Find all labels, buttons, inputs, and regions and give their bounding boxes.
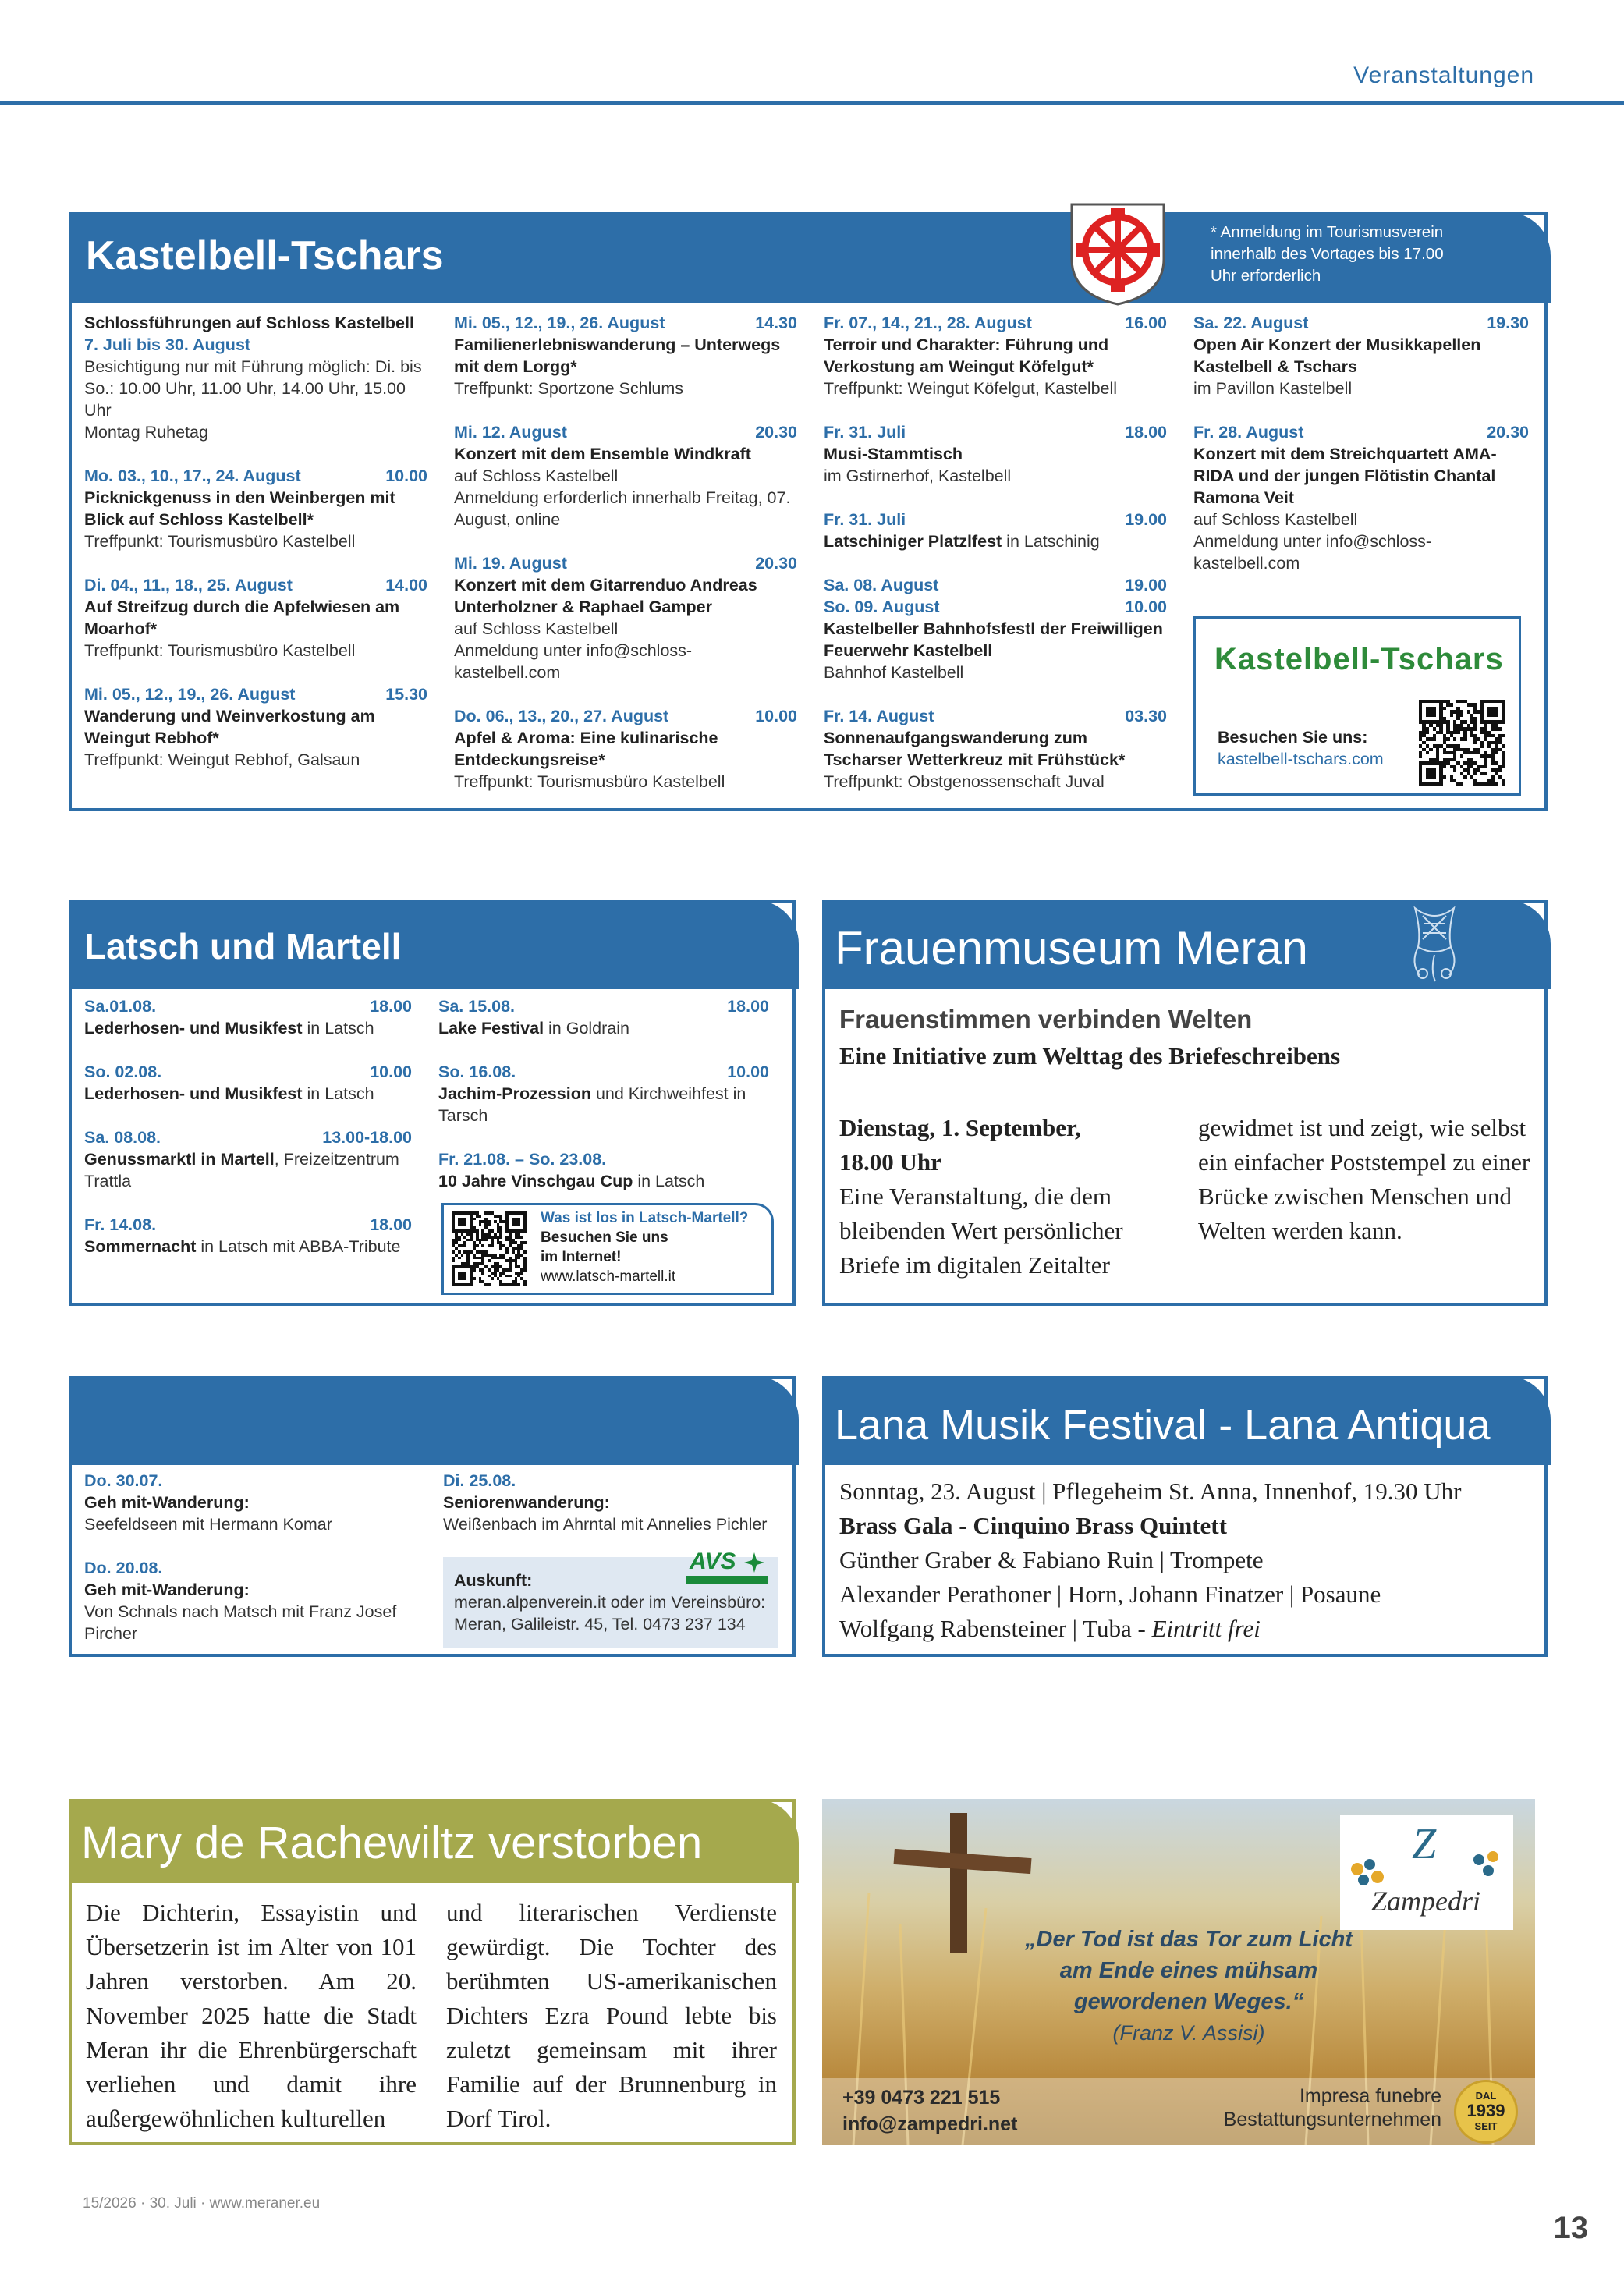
kastelbell-url[interactable]: kastelbell-tschars.com — [1218, 750, 1384, 768]
event-info: Besichtigung nur mit Führung möglich: Di. bis So.: 10.00 Uhr, 11.00 Uhr, 14.00 Uhr, 15.00 Uhr — [84, 357, 422, 420]
event-item — [454, 552, 797, 683]
event-item — [824, 421, 1167, 487]
logo-monogram-icon: Z — [1412, 1820, 1437, 1868]
event-info: auf Schloss Kastelbell — [454, 619, 619, 638]
page-number: 13 — [1553, 2211, 1588, 2245]
event-date: Fr. 31. Juli — [824, 423, 906, 442]
event-info: auf Schloss Kastelbell — [1193, 510, 1358, 529]
frauen-lead: Eine Initiative zum Welttag des Briefeschreibens — [839, 1042, 1341, 1070]
event-date: Do. 20.08. — [84, 1559, 163, 1577]
event-info: in Latsch — [633, 1172, 705, 1190]
event-info: Treffpunkt: Weingut Köfelgut, Kastelbell — [824, 379, 1118, 398]
event-time: 10.00 — [727, 1062, 769, 1081]
event-title: Familienerlebniswanderung – Unterwegs mit dem Lorgg* — [454, 335, 781, 376]
latsch-promo — [441, 1203, 774, 1295]
event-date: Fr. 31. Juli — [824, 510, 906, 529]
event-time: 14.30 — [755, 314, 797, 332]
latsch-title: Latsch und Martell — [84, 926, 402, 967]
event-date: Fr. 07., 14., 21., 28. August — [824, 314, 1032, 332]
event-info: in Latsch — [302, 1019, 374, 1038]
event-title: Auf Streifzug durch die Apfelwiesen am Moarhof* — [84, 598, 400, 638]
event-date: Fr. 21.08. – So. 23.08. — [438, 1150, 607, 1169]
frauen-subtitle: Frauenstimmen verbinden Welten — [839, 1005, 1253, 1034]
event-title: Geh mit-Wanderung: — [84, 1580, 250, 1599]
event-date: Fr. 14.08. — [84, 1215, 157, 1234]
avs-logo-text: AVS — [690, 1548, 736, 1574]
frauen-col-1 — [839, 1111, 1175, 1282]
event-time: 19.30 — [1487, 314, 1529, 332]
kastelbell-box — [69, 212, 1548, 811]
event-date: Fr. 14. August — [824, 707, 934, 725]
event-item — [84, 574, 427, 662]
frauen-col-2 — [1198, 1111, 1534, 1248]
lana-line: Sonntag, 23. August | Pflegeheim St. Anna, Innenhof, 19.30 Uhr — [839, 1478, 1462, 1505]
ad-quote — [955, 1924, 1423, 2049]
lana-title: Lana Musik Festival - Lana Antiqua — [835, 1402, 1491, 1449]
event-info: Montag Ruhetag — [84, 423, 208, 442]
event-info: Von Schnals nach Matsch mit Franz Josef Pircher — [84, 1602, 397, 1643]
event-title: Lake Festival — [438, 1019, 544, 1038]
kastelbell-title: Kastelbell-Tschars — [86, 233, 444, 278]
event-info: Anmeldung erforderlich innerhalb Freitag, 07. August, online — [454, 488, 791, 529]
event-info: Bahnhof Kastelbell — [824, 663, 964, 682]
event-title: Genussmarktl in Martell — [84, 1150, 275, 1169]
event-title: Schlossführungen auf Schloss Kastelbell — [84, 314, 414, 332]
event-time: 18.00 — [370, 1215, 412, 1234]
event-time: 14.00 — [385, 576, 427, 594]
coat-of-arms-icon — [1066, 197, 1170, 306]
flower-icon — [1470, 1849, 1505, 1880]
event-date: Sa. 22. August — [1193, 314, 1309, 332]
flower-icon — [1346, 1854, 1393, 1893]
event-date: Mo. 03., 10., 17., 24. August — [84, 466, 301, 485]
event-date: Do. 06., 13., 20., 27. August — [454, 707, 669, 725]
event-time: 18.00 — [370, 997, 412, 1016]
event-item — [84, 1557, 412, 1644]
event-item — [824, 509, 1167, 552]
event-title: Geh mit-Wanderung: — [84, 1493, 250, 1512]
footer-issue: 15/2026 · 30. Juli · www.meraner.eu — [83, 2195, 321, 2212]
event-item — [84, 995, 412, 1039]
event-date: Do. 30.07. — [84, 1471, 163, 1490]
latsch-col-2 — [438, 995, 769, 1214]
mary-col-2: und literarischen Verdienste gewürdigt. Die Tochter des berühmten US-amerikanischen Dichters Ezra Pound lebte bis zuletzt gemeinsam mit ihrer Familie auf der Brunnenburg in Dorf Tirol. — [446, 1899, 777, 2132]
latsch-title-bar — [69, 900, 799, 989]
event-item — [84, 1126, 412, 1192]
event-title: Sommernacht — [84, 1237, 197, 1256]
avs-title-bar — [69, 1376, 799, 1465]
event-item — [443, 1470, 778, 1535]
kastelbell-col-4 — [1193, 312, 1529, 596]
section-label: Veranstaltungen — [1353, 62, 1534, 88]
event-date: So. 02.08. — [84, 1062, 162, 1081]
info-label: Auskunft: — [454, 1571, 533, 1590]
event-item — [84, 465, 427, 552]
avs-col-2 — [443, 1470, 778, 1557]
event-item — [824, 705, 1167, 793]
event-date: Di. 25.08. — [443, 1471, 516, 1490]
event-title: Seniorenwanderung: — [443, 1493, 610, 1512]
kastelbell-col-3 — [824, 312, 1167, 814]
event-item — [84, 1214, 412, 1258]
event-info: Treffpunkt: Obstgenossenschaft Juval — [824, 772, 1105, 791]
latsch-col-1 — [84, 995, 412, 1279]
event-title: Picknickgenuss in den Weinbergen mit Blick auf Schloss Kastelbell* — [84, 488, 395, 529]
avs-col-1 — [84, 1470, 412, 1666]
mary-box — [69, 1799, 796, 2145]
lana-title-bar — [822, 1376, 1551, 1465]
ad-email[interactable]: info@zampedri.net — [842, 2113, 1018, 2135]
event-info: Treffpunkt: Tourismusbüro Kastelbell — [454, 772, 725, 791]
event-item — [84, 312, 427, 443]
mary-title-bar — [69, 1799, 799, 1883]
promo-line: Besuchen Sie uns — [541, 1229, 668, 1246]
event-info: Treffpunkt: Tourismusbüro Kastelbell — [84, 641, 356, 660]
frauenmuseum-title: Frauenmuseum Meran — [835, 922, 1308, 974]
lana-text — [839, 1474, 1462, 1646]
event-time: 20.30 — [755, 554, 797, 573]
seal-text: DAL — [1475, 2090, 1497, 2102]
registration-note: * Anmeldung im Tourismusverein innerhalb des Vortages bis 17.00 Uhr erforderlich — [1211, 223, 1444, 285]
event-title: Musi-Stammtisch — [824, 445, 963, 463]
lana-box — [822, 1376, 1548, 1657]
event-info: in Latsch mit ABBA-Tribute — [196, 1237, 401, 1256]
event-title: Latschiniger Platzlfest — [824, 532, 1002, 551]
qr-code-icon — [452, 1211, 527, 1286]
event-time: 20.30 — [755, 423, 797, 442]
event-time: 18.00 — [1125, 423, 1167, 442]
event-info: Seefeldseen mit Hermann Komar — [84, 1515, 332, 1534]
event-title: Wanderung und Weinverkostung am Weingut Rebhof* — [84, 707, 375, 747]
visit-label: Besuchen Sie uns: — [1218, 728, 1368, 747]
event-item — [438, 1148, 769, 1192]
ad-type — [1224, 2084, 1441, 2131]
event-info: und Kirchweihfest in Tarsch — [438, 1084, 746, 1125]
event-item — [84, 683, 427, 771]
seal-text: SEIT — [1474, 2120, 1498, 2132]
corset-icon — [1399, 900, 1470, 983]
event-time: 15.30 — [385, 685, 427, 704]
quote-line: „Der Tod ist das Tor zum Licht — [1025, 1927, 1353, 1952]
lana-line: Alexander Perathoner | Horn, Johann Finatzer | Posaune — [839, 1580, 1381, 1608]
event-date: Sa. 08. August — [824, 576, 939, 594]
event-item — [1193, 312, 1529, 399]
event-info: Treffpunkt: Sportzone Schlums — [454, 379, 683, 398]
zampedri-ad — [822, 1799, 1535, 2145]
event-date: 7. Juli bis 30. August — [84, 335, 251, 354]
mary-title: Mary de Rachewiltz verstorben — [81, 1818, 703, 1868]
avs-box — [69, 1376, 796, 1657]
event-date: Di. 04., 11., 18., 25. August — [84, 576, 293, 594]
latsch-promo-text — [541, 1208, 748, 1286]
quote-line: gewordenen Weges.“ — [1073, 1989, 1304, 2014]
event-date: So. 16.08. — [438, 1062, 516, 1081]
kastelbell-promo — [1193, 616, 1521, 796]
lana-free-entry: Eintritt frei — [1151, 1615, 1261, 1642]
ad-contact — [842, 2084, 1017, 2137]
frauenmuseum-box — [822, 900, 1548, 1306]
event-info: auf Schloss Kastelbell — [454, 466, 619, 485]
quote-line: am Ende eines mühsam — [1059, 1958, 1318, 1983]
ad-type-line: Impresa funebre — [1299, 2085, 1441, 2107]
event-item — [824, 574, 1167, 683]
event-time: 19.00 — [1125, 576, 1167, 594]
lana-line: Wolfgang Rabensteiner | Tuba - — [839, 1615, 1152, 1642]
zampedri-logo — [1340, 1815, 1513, 1930]
event-title: Open Air Konzert der Musikkapellen Kastelbell & Tschars — [1193, 335, 1481, 376]
event-time: 10.00 — [755, 707, 797, 725]
seal-icon — [1454, 2080, 1518, 2144]
event-item — [1193, 421, 1529, 574]
event-date: Mi. 05., 12., 19., 26. August — [84, 685, 296, 704]
event-title: Konzert mit dem Ensemble Windkraft — [454, 445, 751, 463]
event-item — [454, 705, 797, 793]
kastelbell-col-2 — [454, 312, 797, 814]
event-title: Sonnenaufgangswanderung zum Tscharser Wetterkreuz mit Frühstück* — [824, 729, 1126, 769]
event-time: 18.00 Uhr — [839, 1148, 941, 1176]
event-info: im Pavillon Kastelbell — [1193, 379, 1353, 398]
event-item — [84, 1470, 412, 1535]
event-date: Sa. 15.08. — [438, 997, 516, 1016]
event-item — [438, 995, 769, 1039]
event-title: Lederhosen- und Musikfest — [84, 1019, 303, 1038]
header-rule — [0, 101, 1624, 105]
lana-line: Günther Graber & Fabiano Ruin | Trompete — [839, 1546, 1264, 1573]
mary-col-1: Die Dichterin, Essayistin und Übersetzerin ist im Alter von 101 Jahren verstorben. Am 20. November 2025 hatte die Stadt Meran ihr die Ehrenbürgerschaft verliehen und damit ihre außergewöhnlichen kulturellen — [86, 1899, 417, 2132]
event-info: Weißenbach im Ahrntal mit Annelies Pichler — [443, 1515, 768, 1534]
seal-year: 1939 — [1466, 2101, 1505, 2120]
event-info: im Gstirnerhof, Kastelbell — [824, 466, 1012, 485]
event-date: So. 09. August — [824, 598, 940, 616]
qr-code-icon — [1419, 700, 1505, 786]
event-time: 20.30 — [1487, 423, 1529, 442]
event-item — [824, 312, 1167, 399]
kastelbell-col-1 — [84, 312, 427, 793]
event-item — [454, 421, 797, 530]
event-item — [438, 1061, 769, 1126]
event-title: Konzert mit dem Gitarrenduo Andreas Unterholzner & Raphael Gamper — [454, 576, 757, 616]
event-time: 10.00 — [370, 1062, 412, 1081]
event-date: Mi. 19. August — [454, 554, 567, 573]
kastelbell-logo: Kastelbell-Tschars — [1214, 642, 1504, 676]
event-time: 18.00 — [727, 997, 769, 1016]
event-info: Anmeldung unter info@schloss-kastelbell.com — [1193, 532, 1432, 573]
event-info: Treffpunkt: Tourismusbüro Kastelbell — [84, 532, 356, 551]
latsch-box — [69, 900, 796, 1306]
event-info: Anmeldung unter info@schloss-kastelbell.com — [454, 641, 693, 682]
event-time: 13.00-18.00 — [322, 1128, 412, 1147]
event-item — [454, 312, 797, 399]
event-time: 10.00 — [1125, 598, 1167, 616]
zampedri-brand: Zampedri — [1371, 1885, 1481, 1917]
event-date: Mi. 12. August — [454, 423, 567, 442]
event-time: 10.00 — [385, 466, 427, 485]
frauen-body: gewidmet ist und zeigt, wie selbst ein einfacher Poststempel zu einer Brücke zwischen Menschen und Welten werden kann. — [1198, 1114, 1530, 1244]
event-title: Apfel & Aroma: Eine kulinarische Entdeckungsreise* — [454, 729, 718, 769]
ad-phone[interactable]: +39 0473 221 515 — [842, 2087, 1001, 2109]
info-text: meran.alpenverein.it oder im Vereinsbüro: Meran, Galileistr. 45, Tel. 0473 237 134 — [454, 1593, 766, 1634]
avs-logo-icon — [686, 1548, 769, 1587]
event-title: 10 Jahre Vinschgau Cup — [438, 1172, 633, 1190]
quote-author: (Franz V. Assisi) — [1112, 2021, 1265, 2045]
event-date: Dienstag, 1. September, — [839, 1114, 1081, 1141]
event-date: Fr. 28. August — [1193, 423, 1304, 442]
event-title: Lederhosen- und Musikfest — [84, 1084, 303, 1103]
promo-question: Was ist los in Latsch-Martell? — [541, 1210, 749, 1226]
event-item — [84, 1061, 412, 1105]
lana-line: Brass Gala - Cinquino Brass Quintett — [839, 1512, 1227, 1539]
event-title: Jachim-Prozession — [438, 1084, 591, 1103]
event-date: Sa. 08.08. — [84, 1128, 161, 1147]
event-title: Kastelbeller Bahnhofsfestl der Freiwilligen Feuerwehr Kastelbell — [824, 619, 1163, 660]
ad-type-line: Bestattungsunternehmen — [1223, 2109, 1441, 2130]
event-info: in Goldrain — [544, 1019, 629, 1038]
event-time: 16.00 — [1125, 314, 1167, 332]
avs-info-box — [443, 1548, 778, 1648]
event-date: Mi. 05., 12., 19., 26. August — [454, 314, 665, 332]
event-time: 03.30 — [1125, 707, 1167, 725]
event-info: in Latsch — [302, 1084, 374, 1103]
event-date: Sa.01.08. — [84, 997, 157, 1016]
event-time: 19.00 — [1125, 510, 1167, 529]
promo-line: im Internet! — [541, 1249, 622, 1265]
event-info: Treffpunkt: Weingut Rebhof, Galsaun — [84, 750, 360, 769]
event-title: Konzert mit dem Streichquartett AMA-RIDA und der jungen Flötistin Chantal Ramona Veit — [1193, 445, 1497, 507]
event-title: Terroir und Charakter: Führung und Verkostung am Weingut Köfelgut* — [824, 335, 1109, 376]
event-info: in Latschinig — [1002, 532, 1100, 551]
frauen-body: Eine Veranstaltung, die dem bleibenden Wert persönlicher Briefe im digitalen Zeitalter — [839, 1183, 1123, 1279]
latsch-url[interactable]: www.latsch-martell.it — [541, 1268, 676, 1285]
event-info: , Freizeitzentrum Trattla — [84, 1150, 399, 1190]
